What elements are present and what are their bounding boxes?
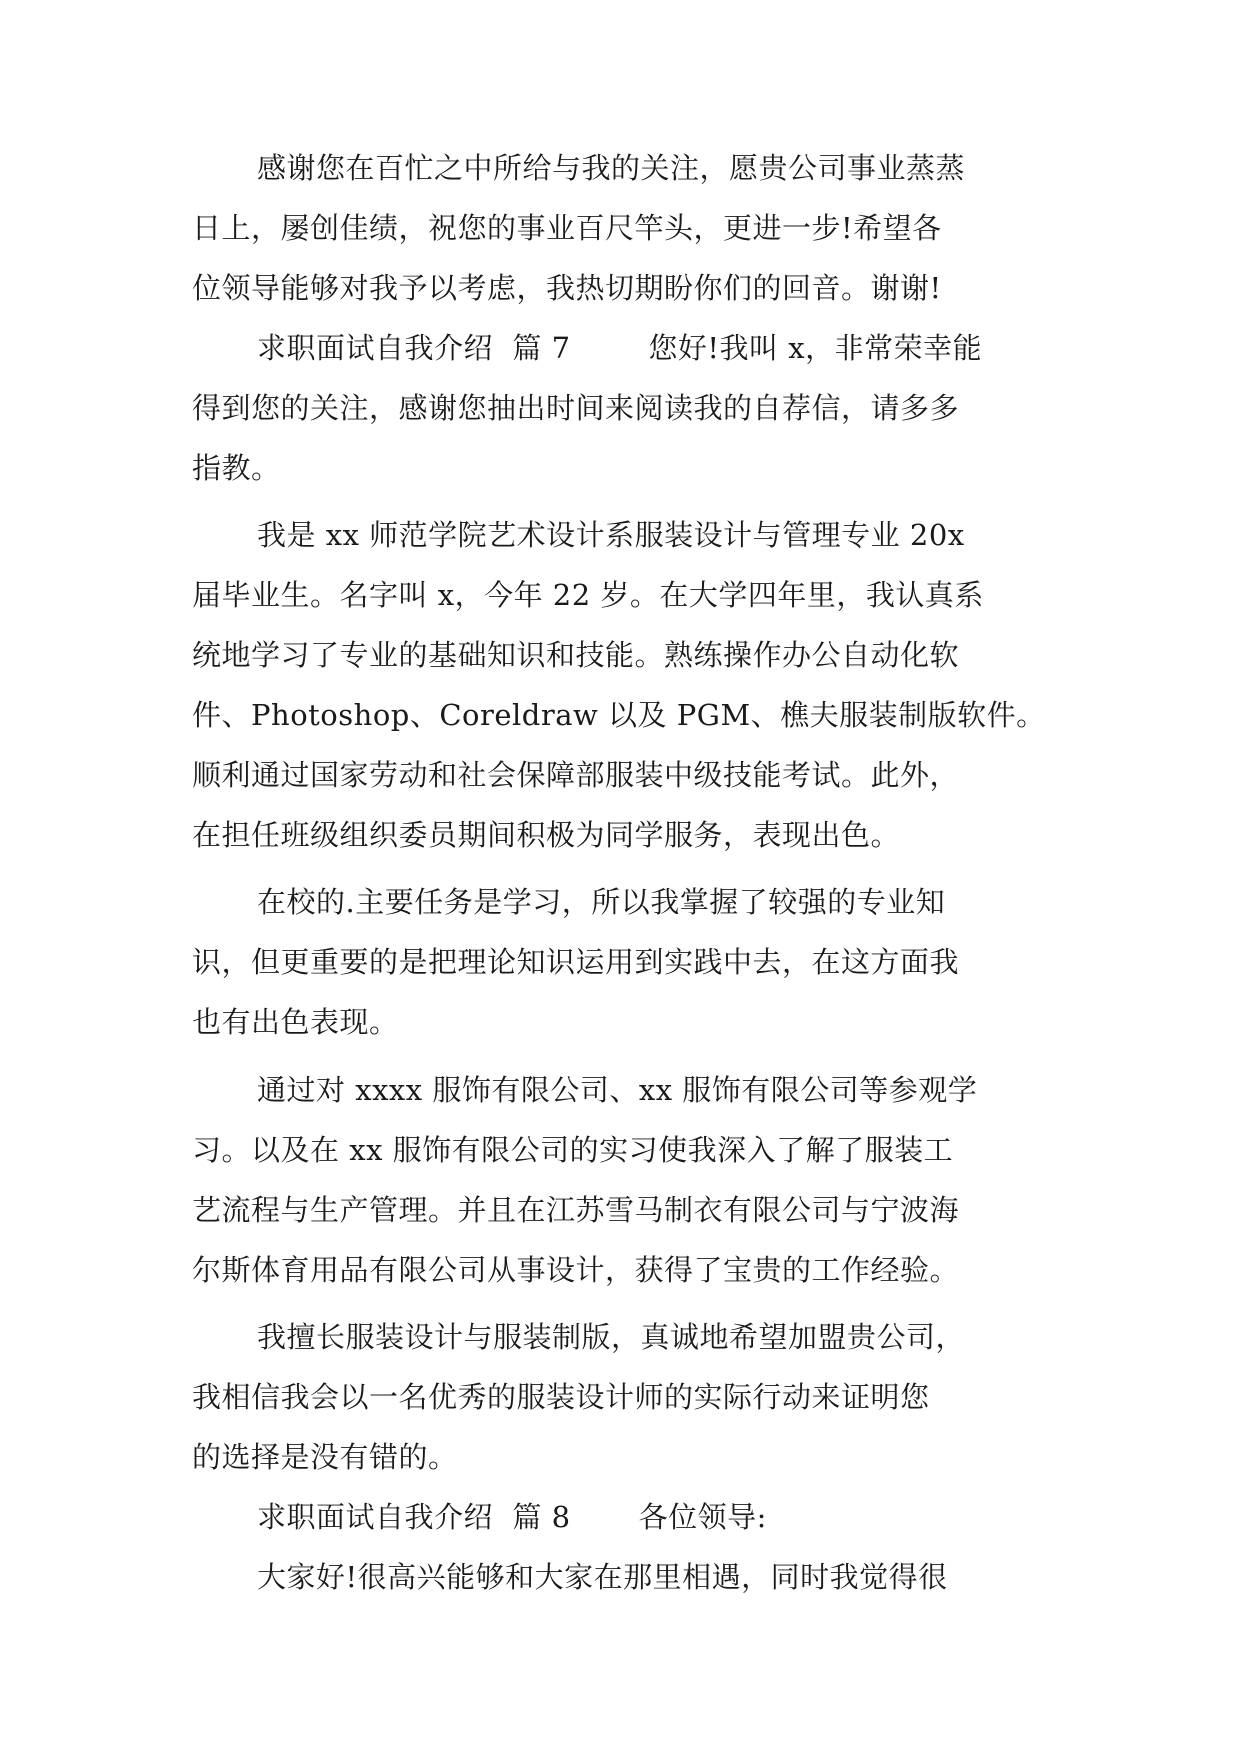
text-line: 在校的.主要任务是学习，所以我掌握了较强的专业知 <box>257 885 946 919</box>
text-line: 指教。 <box>192 451 281 485</box>
text-line: 统地学习了专业的基础知识和技能。熟练操作办公自动化软 <box>192 638 960 672</box>
text-line: 艺流程与生产管理。并且在江苏雪马制衣有限公司与宁波海 <box>192 1193 960 1227</box>
text-line: 感谢您在百忙之中所给与我的关注，愿贵公司事业蒸蒸 <box>257 151 966 185</box>
section-heading-7: 求职面试自我介绍 篇 7 您好!我叫 x，非常荣幸能 <box>257 331 983 365</box>
text-line: 件、Photoshop、Coreldraw 以及 PGM、樵夫服装制版软件。 <box>192 698 1046 732</box>
text-line: 通过对 xxxx 服饰有限公司、xx 服饰有限公司等参观学 <box>257 1073 978 1107</box>
text-line: 我擅长服装设计与服装制版，真诚地希望加盟贵公司， <box>257 1320 966 1354</box>
text-line: 识，但更重要的是把理论知识运用到实践中去，在这方面我 <box>192 945 960 979</box>
text-line: 习。以及在 xx 服饰有限公司的实习使我深入了解了服装工 <box>192 1133 954 1167</box>
text-line: 大家好!很高兴能够和大家在那里相遇，同时我觉得很 <box>257 1560 948 1594</box>
text-line: 位领导能够对我予以考虑，我热切期盼你们的回音。谢谢! <box>192 271 942 305</box>
text-line: 也有出色表现。 <box>192 1005 399 1039</box>
text-line: 我相信我会以一名优秀的服装设计师的实际行动来证明您 <box>192 1380 930 1414</box>
text-line: 届毕业生。名字叫 x，今年 22 岁。在大学四年里，我认真系 <box>192 578 984 612</box>
text-line: 尔斯体育用品有限公司从事设计，获得了宝贵的工作经验。 <box>192 1253 960 1287</box>
text-line: 顺利通过国家劳动和社会保障部服装中级技能考试。此外， <box>192 758 960 792</box>
text-line: 的选择是没有错的。 <box>192 1440 458 1474</box>
text-line: 得到您的关注，感谢您抽出时间来阅读我的自荐信，请多多 <box>192 391 960 425</box>
text-line: 在担任班级组织委员期间积极为同学服务，表现出色。 <box>192 818 901 852</box>
text-line: 我是 xx 师范学院艺术设计系服装设计与管理专业 20x <box>257 518 965 552</box>
text-line: 日上，屡创佳绩，祝您的事业百尺竿头，更进一步!希望各 <box>192 211 942 245</box>
section-heading-8: 求职面试自我介绍 篇 8 各位领导: <box>257 1500 767 1534</box>
